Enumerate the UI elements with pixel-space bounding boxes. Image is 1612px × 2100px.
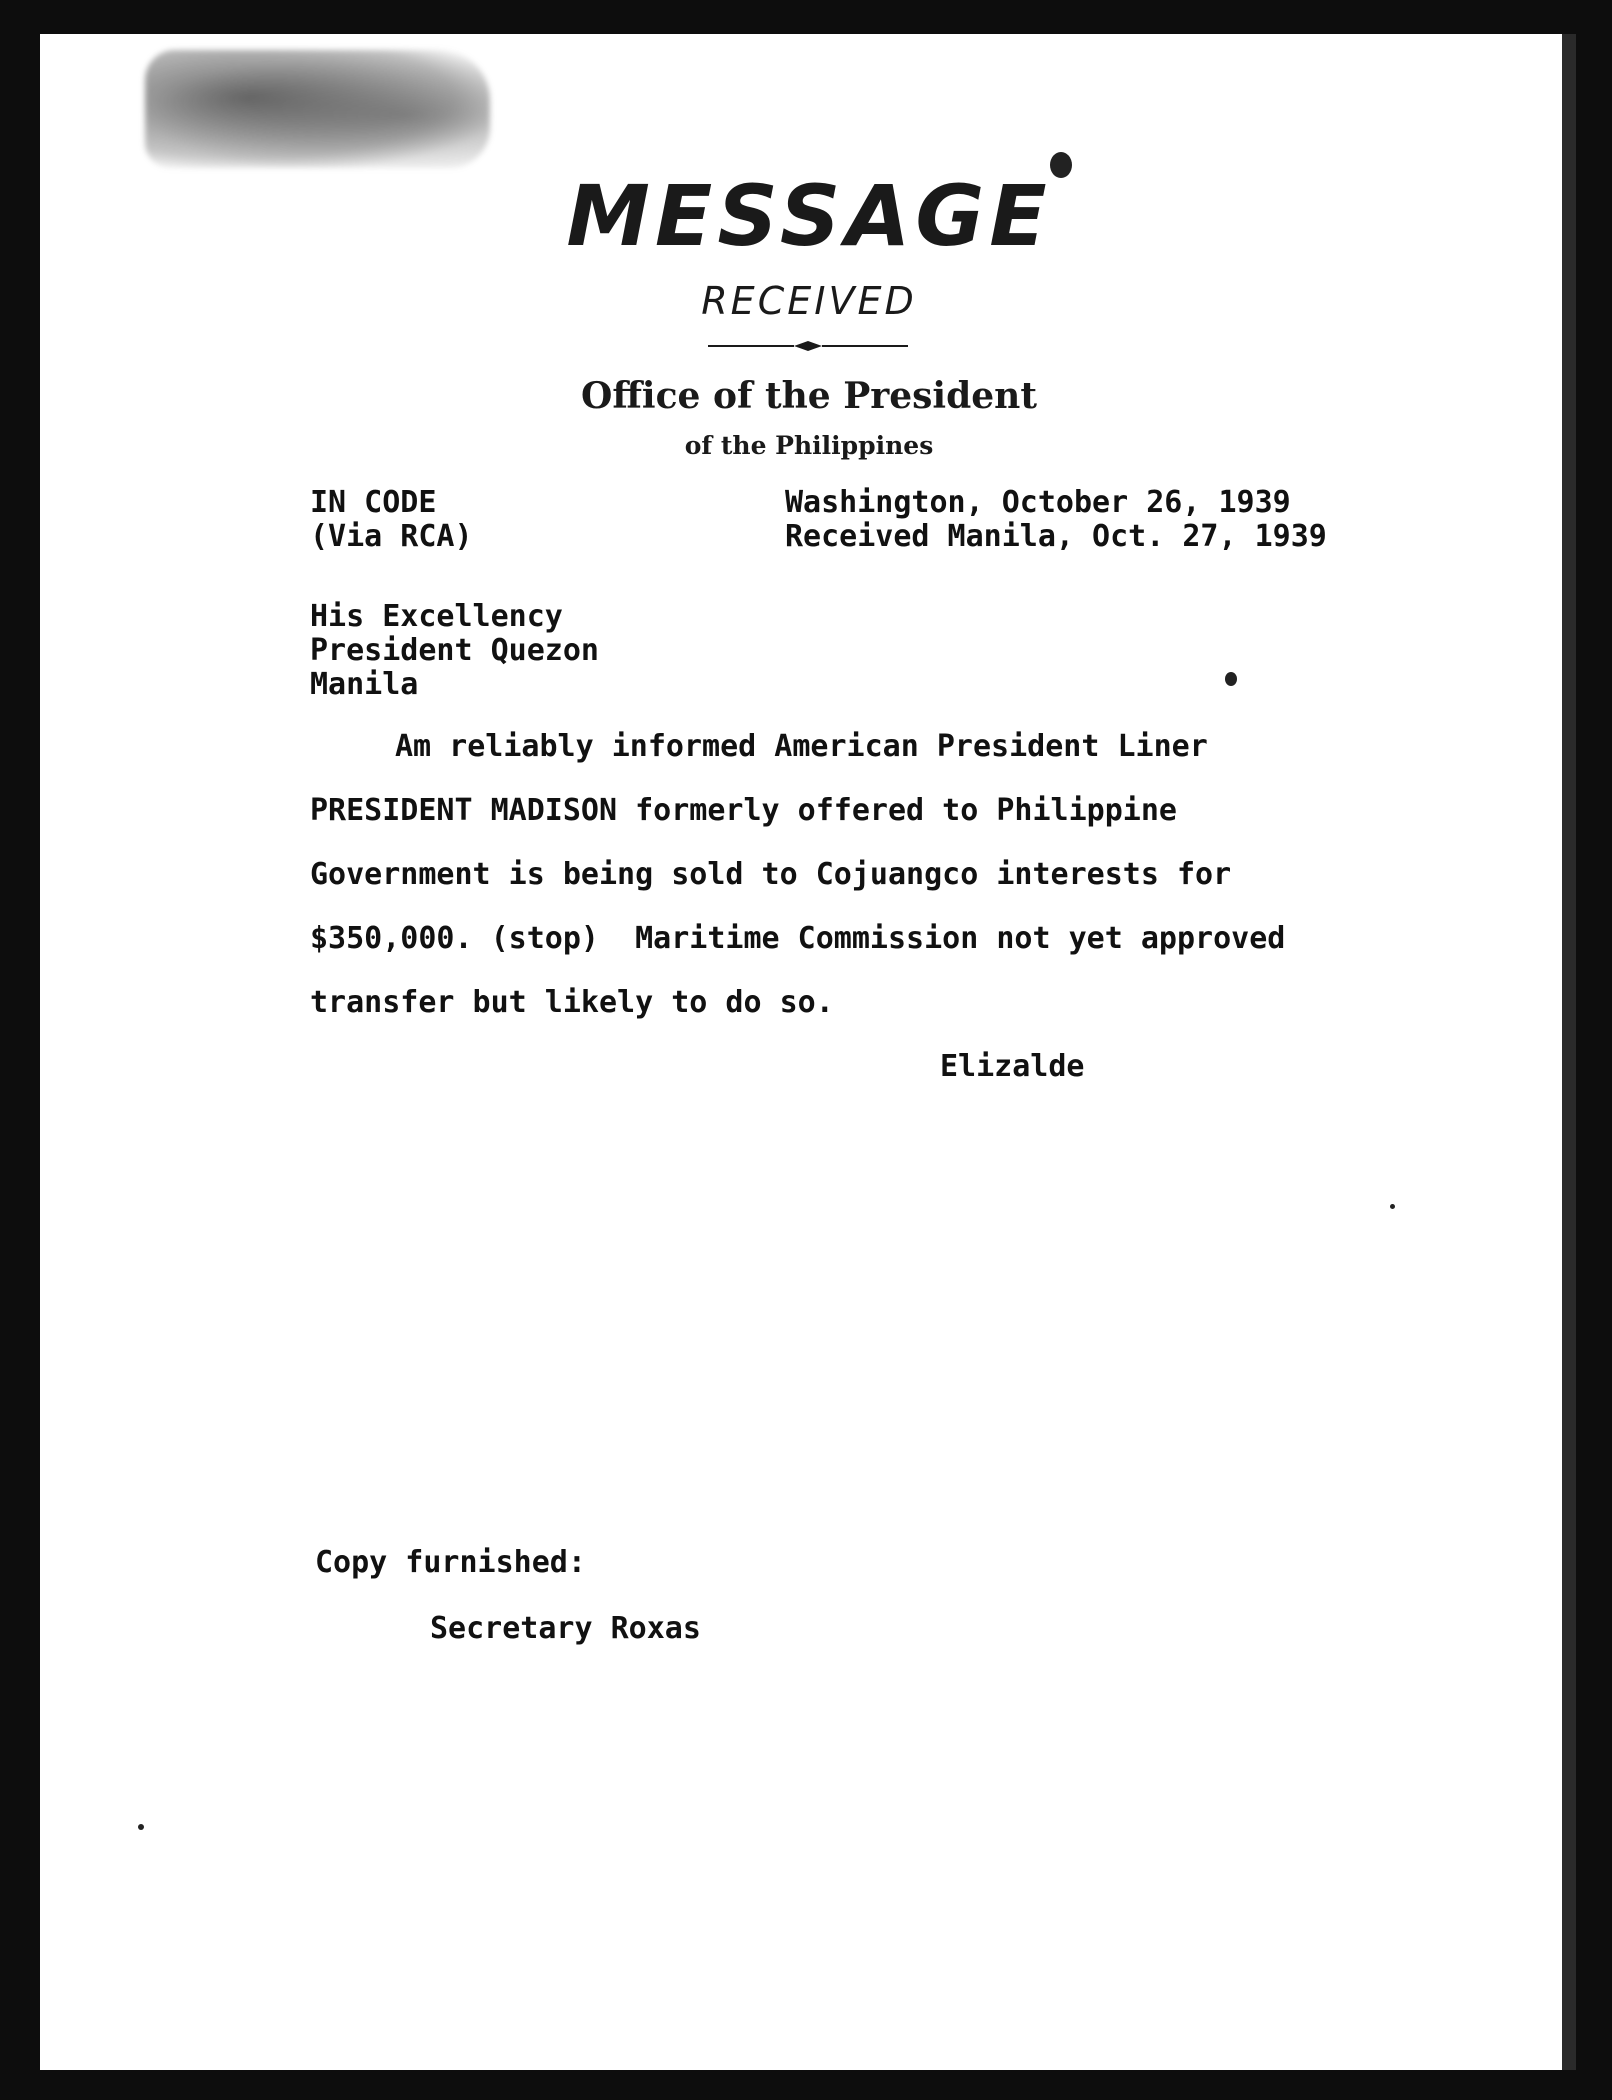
via-label: (Via RCA)	[310, 519, 473, 554]
signature: Elizalde	[940, 1049, 1085, 1084]
addressee-line: President Quezon	[310, 633, 599, 668]
addressee-line: Manila	[310, 667, 419, 702]
received-dateline: Received Manila, Oct. 27, 1939	[785, 519, 1327, 554]
sent-dateline: Washington, October 26, 1939	[785, 485, 1291, 520]
body-line: $350,000. (stop) Maritime Commission not yet approved	[310, 921, 1286, 956]
office-heading: Office of the President	[581, 375, 1037, 417]
addressee-line: His Excellency	[310, 599, 563, 634]
body-line: Am reliably informed American President Liner	[395, 729, 1208, 764]
paper-edge-shadow	[1562, 34, 1576, 2070]
code-label: IN CODE	[310, 485, 437, 520]
ink-speck	[1390, 1204, 1395, 1209]
ink-smudge	[145, 50, 490, 168]
office-subheading: of the Philippines	[684, 431, 934, 460]
copy-furnished-label: Copy furnished:	[315, 1545, 586, 1580]
copy-recipient: Secretary Roxas	[430, 1611, 701, 1646]
body-line: Government is being sold to Cojuangco interests for	[310, 857, 1232, 892]
ink-speck	[138, 1824, 144, 1830]
message-document	[40, 34, 1562, 2070]
body-line: transfer but likely to do so.	[310, 985, 834, 1020]
body-line: PRESIDENT MADISON formerly offered to Philippine	[310, 793, 1177, 828]
divider-ornament	[708, 340, 908, 352]
ink-speck	[1225, 672, 1237, 686]
message-subtitle: RECEIVED	[701, 279, 917, 323]
message-title: MESSAGE	[566, 167, 1052, 265]
